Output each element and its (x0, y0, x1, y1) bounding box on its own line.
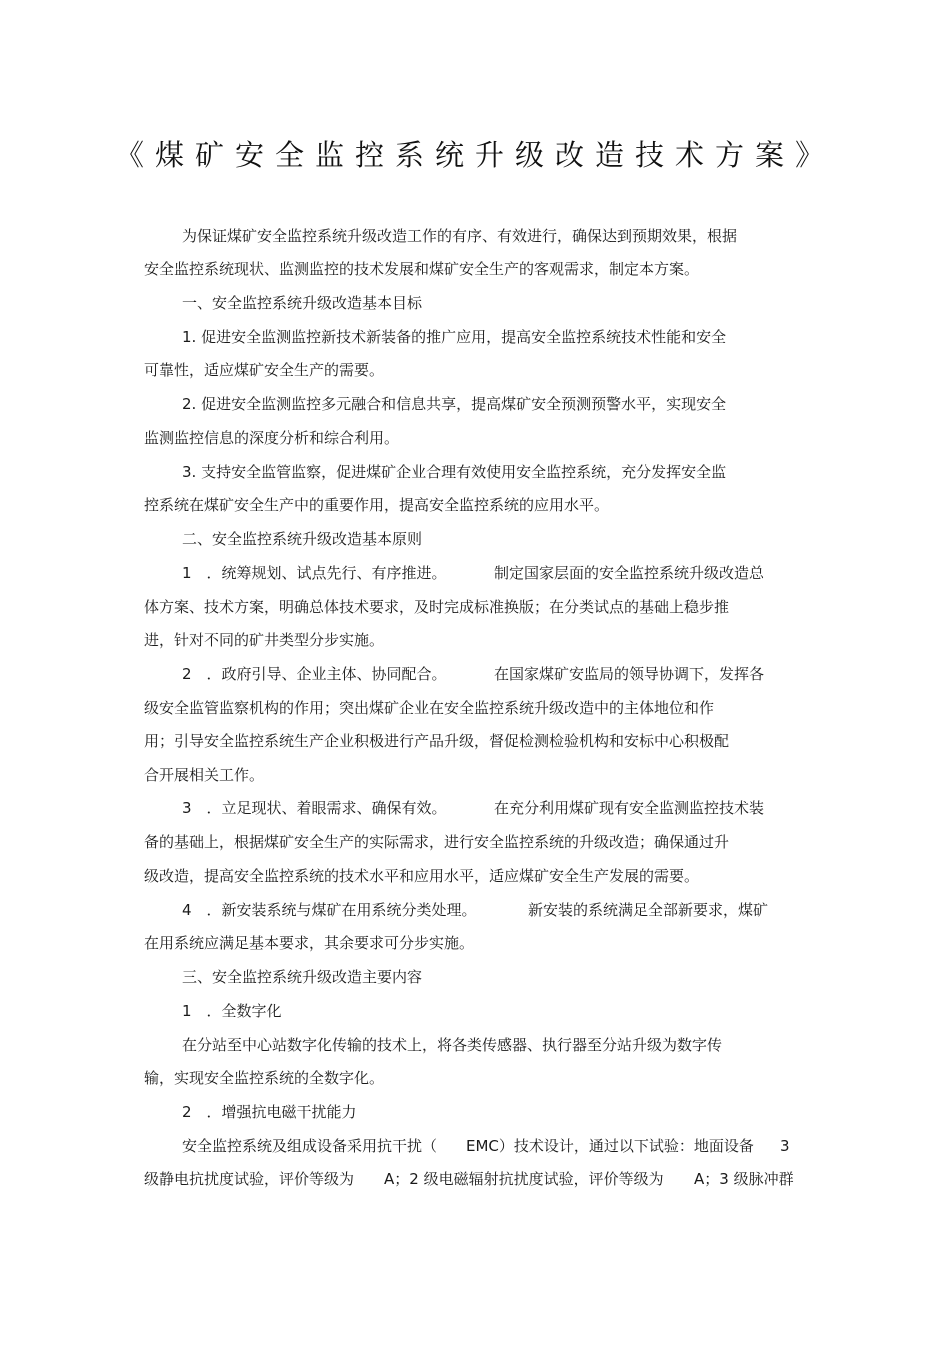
paragraph-line: 用；引导安全监控系统生产企业积极进行产品升级，督促检测检验机构和安标中心积极配 (144, 732, 730, 750)
document-title: 《煤矿安全监控系统升级改造技术方案》 (114, 138, 835, 172)
paragraph-line: 制定国家层面的安全监控系统升级改造总 (494, 564, 765, 582)
paragraph-line: 2. 促进安全监测监控多元融合和信息共享，提高煤矿安全预测预警水平，实现安全 (182, 395, 727, 413)
paragraph-line: 在分站至中心站数字化传输的技术上，将各类传感器、执行器至分站升级为数字传 (182, 1036, 723, 1054)
paragraph-line: 级静电抗扰度试验，评价等级为 (144, 1170, 355, 1188)
paragraph-line: 监测监控信息的深度分析和综合利用。 (144, 429, 400, 447)
subsection-heading: 2 ．增强抗电磁干扰能力 (182, 1103, 357, 1121)
paragraph-line: 3 (780, 1137, 790, 1155)
paragraph-line: 在充分利用煤矿现有安全监测监控技术装 (494, 799, 765, 817)
section-heading: 一、安全监控系统升级改造基本目标 (182, 294, 423, 312)
paragraph-line: 级安全监管监察机构的作用；突出煤矿企业在安全监控系统升级改造中的主体地位和作 (144, 699, 715, 717)
paragraph-line: A；2 级电磁辐射抗扰度试验，评价等级为 (384, 1170, 664, 1188)
paragraph-line: 在用系统应满足基本要求，其余要求可分步实施。 (144, 934, 475, 952)
paragraph-line: 体方案、技术方案，明确总体技术要求，及时完成标准换版；在分类试点的基础上稳步推 (144, 598, 730, 616)
paragraph-line: EMC）技术设计，通过以下试验：地面设备 (466, 1137, 754, 1155)
section-heading: 三、安全监控系统升级改造主要内容 (182, 968, 423, 986)
paragraph-line: 1. 促进安全监测监控新技术新装备的推广应用，提高安全监控系统技术性能和安全 (182, 328, 727, 346)
principle-heading: 4 ．新安装系统与煤矿在用系统分类处理。 (182, 901, 477, 919)
paragraph-line: 为保证煤矿安全监控系统升级改造工作的有序、有效进行，确保达到预期效果，根据 (182, 227, 738, 245)
paragraph-line: 备的基础上，根据煤矿安全生产的实际需求，进行安全监控系统的升级改造；确保通过升 (144, 833, 730, 851)
paragraph-line: 级改造，提高安全监控系统的技术水平和应用水平，适应煤矿安全生产发展的需要。 (144, 867, 700, 885)
subsection-heading: 1 ．全数字化 (182, 1002, 282, 1020)
paragraph-line: 可靠性，适应煤矿安全生产的需要。 (144, 361, 385, 379)
paragraph-line: 进，针对不同的矿井类型分步实施。 (144, 631, 385, 649)
principle-heading: 1 ．统筹规划、试点先行、有序推进。 (182, 564, 447, 582)
paragraph-line: 控系统在煤矿安全生产中的重要作用，提高安全监控系统的应用水平。 (144, 496, 610, 514)
paragraph-line: 新安装的系统满足全部新要求，煤矿 (528, 901, 769, 919)
section-heading: 二、安全监控系统升级改造基本原则 (182, 530, 423, 548)
principle-heading: 2 ．政府引导、企业主体、协同配合。 (182, 665, 447, 683)
paragraph-line: 3. 支持安全监管监察，促进煤矿企业合理有效使用安全监控系统，充分发挥安全监 (182, 463, 727, 481)
principle-heading: 3 ．立足现状、着眼需求、确保有效。 (182, 799, 447, 817)
paragraph-line: 合开展相关工作。 (144, 766, 265, 784)
paragraph-line: 在国家煤矿安监局的领导协调下，发挥各 (494, 665, 765, 683)
paragraph-line: 输，实现安全监控系统的全数字化。 (144, 1069, 385, 1087)
paragraph-line: 安全监控系统及组成设备采用抗干扰（ (182, 1137, 438, 1155)
paragraph-line: A；3 级脉冲群 (694, 1170, 794, 1188)
paragraph-line: 安全监控系统现状、监测监控的技术发展和煤矿安全生产的客观需求，制定本方案。 (144, 260, 700, 278)
